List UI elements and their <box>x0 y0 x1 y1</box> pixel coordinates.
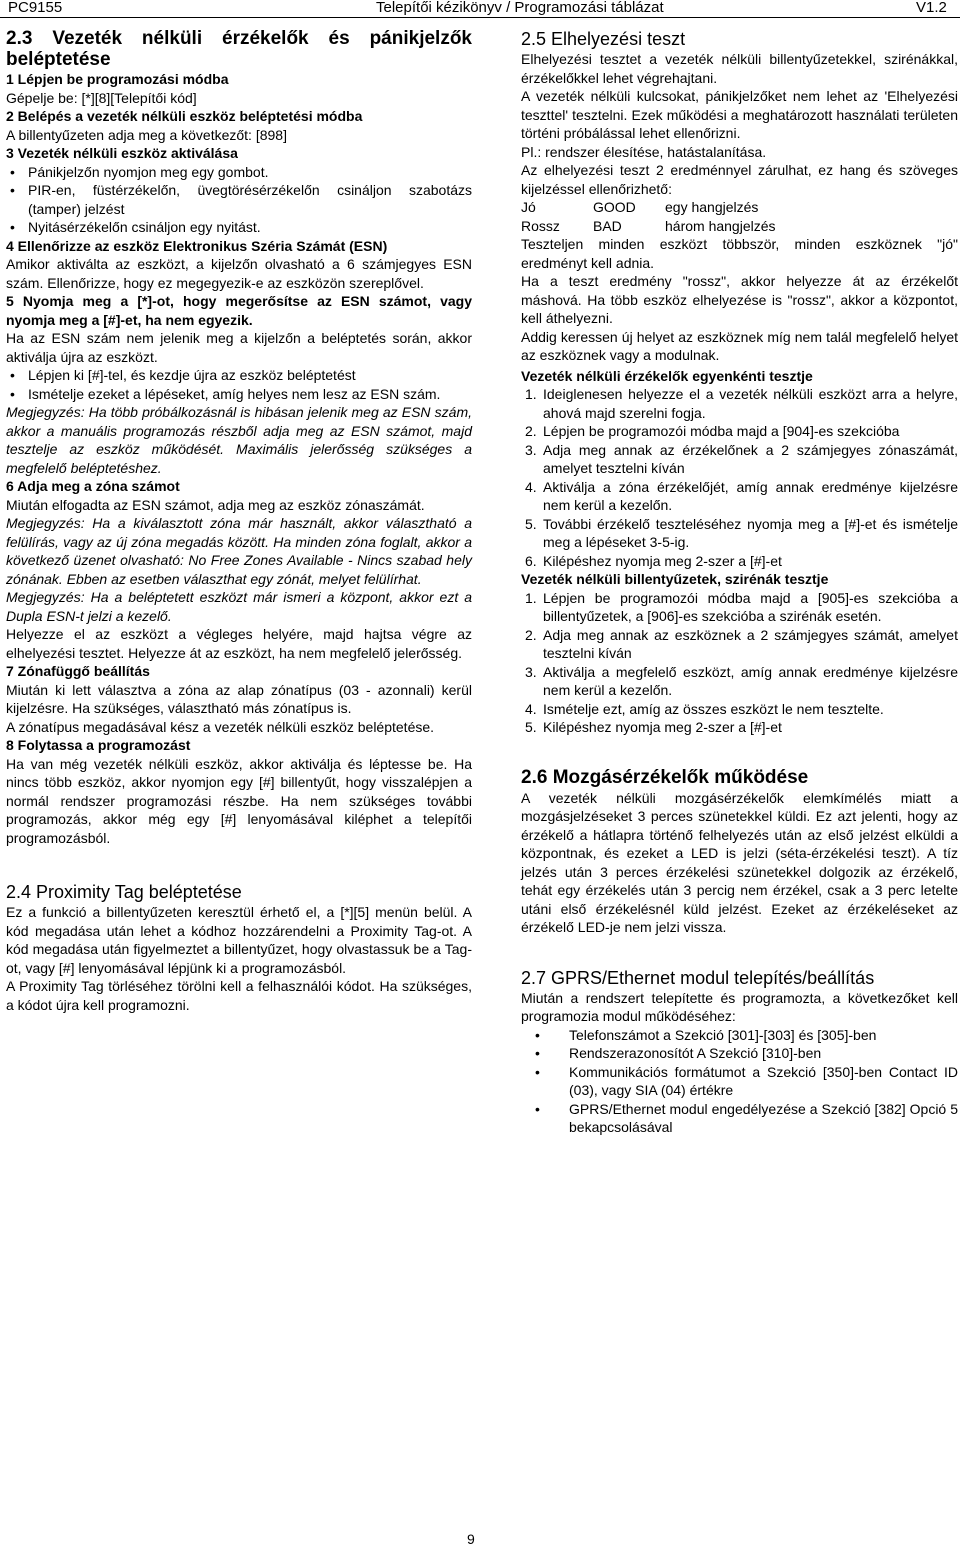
s26-text: A vezeték nélküli mozgásérzékelők elemkímélés miatt a mozgásjelzéseket 3 perces szünetekkel küldi. Ez azt jelenti, hogy az érzékelő a hátlapra történő felhelyezés után az első jelzést elküldi a központnak, és ezeket a LED is jelzi (séta-érzékelési teszt). A tíz jelzés után 3 perces érzékelési szünetekkel dolgozik az érzékelő, tehát egy érzékelés után 3 percig nem érzékel, csak a 3 perc letelte utáni első érzékelésnél küld jelzést. Ezeket az érzékeléseket az érzékelő LED-je nem jelzi vissza. <box>521 789 958 935</box>
step3-title: 3 Vezeték nélküli eszköz aktiválása <box>6 145 238 161</box>
table-cell: egy hangjelzés <box>665 199 759 215</box>
step6-note2: Megjegyzés: Ha a beléptetett eszközt már ismeri a központ, akkor ezt a Dupla ESN-t jelzi a kezelő. <box>6 589 472 624</box>
list-item: • PIR-en, füstérzékelőn, üvegtörésérzékelőn csináljon szabotázs (tamper) jelzést <box>6 181 472 218</box>
section-2-3-title: 2.3 Vezeték nélküli érzékelők és pánikjelzők beléptetése <box>6 28 472 70</box>
table-cell: BAD <box>593 217 622 234</box>
step6-text2: Helyezze el az eszközt a végleges helyére, majd hajtsa végre az elhelyezési tesztet. Helyezze át az eszközt, ha nem megfelelő jelerősség. <box>6 626 472 661</box>
s25-p2: A vezeték nélküli kulcsokat, pánikjelzőket nem lehet az 'Elhelyezési teszttel' tesztelni. Ezek működési a meghatározott használati területen történi próbálással lehet ellenőrizni. <box>521 88 958 141</box>
step5-note: Megjegyzés: Ha több próbálkozásnál is hibásan jelenik meg az ESN szám, akkor a manuális programozás részből adja meg az ESN számot, majd tesztelje az eszköz működését. Maximális jelerősség szükséges a megfelelő beléptetéshez. <box>6 404 472 476</box>
list-item: 4. Aktiválja a zóna érzékelőjét, amíg annak eredménye kijelzésre nem kerül a kezelőn. <box>525 478 958 513</box>
list-item: • Ismételje ezeket a lépéseket, amíg helyes nem lesz az ESN szám. <box>6 385 472 404</box>
step1-text: Gépelje be: [*][8][Telepítői kód] <box>6 89 197 106</box>
list-item: 2. Lépjen be programozói módba majd a [904]-es szekcióba <box>525 423 900 439</box>
list-item: 5. Kilépéshez nyomja meg 2-szer a [#]-et <box>525 719 782 735</box>
table-cell: Jó <box>521 199 536 215</box>
list-item: • Lépjen ki [#]-tel, és kezdje újra az eszköz beléptetést <box>6 366 472 385</box>
page-header <box>0 0 960 16</box>
list-item: • Telefonszámot a Szekció [301]-[303] és [305]-ben <box>521 1026 958 1045</box>
step6-note1: Megjegyzés: Ha a kiválasztott zóna már használt, akkor választható a felülírás, vagy az új zóna megadás között. Ha minden zóna foglalt, akkor a következő üzenet olvasható: No Free Zones Available - Nincs szabad hely zónának. Ebben az esetben választhat egy zónát, melyet felülírhat. <box>6 515 472 587</box>
list-item: • Rendszerazonosítót A Szekció [310]-ben <box>521 1044 958 1063</box>
list-item: 3. Aktiválja a megfelelő eszközt, amíg annak eredménye kijelzésre nem kerül a kezelőn. <box>525 663 958 698</box>
list-item: 3. Adja meg annak az érzékelőnek a 2 számjegyes zónaszámát, amelyet tesztelni kíván <box>525 441 958 476</box>
page-number: 9 <box>467 1531 475 1547</box>
sensor-test-steps <box>521 385 958 570</box>
header-divider <box>0 17 960 18</box>
test-result-table <box>521 198 958 235</box>
table-cell: GOOD <box>593 199 636 215</box>
section-2-7-title: 2.7 GPRS/Ethernet modul telepítés/beállítás <box>521 967 875 988</box>
header-version: V1.2 <box>916 0 947 16</box>
step5-text: Ha az ESN szám nem jelenik meg a kijelzőn a beléptetés során, akkor aktiválja újra az eszközt. <box>6 330 472 365</box>
step1-title: 1 Lépjen be programozási módba <box>6 71 229 87</box>
right-column <box>521 28 958 1137</box>
s27-text: Miután a rendszert telepítette és programozta, a következőket kell programozia modul működéséhez: <box>521 989 958 1024</box>
step7-text2: A zónatípus megadásával kész a vezeték nélküli eszköz beléptetése. <box>6 718 435 735</box>
list-item: 1. Lépjen be programozói módba majd a [905]-es szekcióba a billentyűzetek, a [906]-es szekcióba a szirénák esetén. <box>525 589 958 624</box>
step8-title: 8 Folytassa a programozást <box>6 737 191 753</box>
step6-text: Miután elfogadta az ESN számot, adja meg az eszköz zónaszámát. <box>6 496 425 513</box>
step4-text: Amikor aktiválta az eszközt, a kijelzőn olvasható a 6 számjegyes ESN szám. Ellenőrizze, hogy ez megegyezik-e az eszközön szereplővel. <box>6 256 472 291</box>
step3-list <box>6 163 472 237</box>
s25-p1: Elhelyezési tesztet a vezeték nélküli billentyűzetekkel, szirénákkal, érzékelőkkel lehet végrehajtani. <box>521 51 958 86</box>
section-2-4-text1: Ez a funkció a billentyűzeten keresztül érhető el, a [*][5] menün belül. A kód megadása után lehet a kódhoz hozzárendelni a Proximity Tag-ot. A kód megadása után figyelmeztet a billentyűzet, hogy olvastassuk be a Tag-ot, vagy [#] lenyomásával lépjünk ki a programozásból. <box>6 904 472 976</box>
s25-p7: Addig keressen új helyet az eszköznek míg nem talál megfelelő helyet az eszköznek vagy a modulnak. <box>521 328 958 363</box>
list-item: 6. Kilépéshez nyomja meg 2-szer a [#]-et <box>525 552 782 569</box>
step5-list <box>6 366 472 403</box>
table-cell: három hangjelzés <box>665 217 776 234</box>
keypad-siren-test-steps <box>521 589 958 737</box>
step5-title: 5 Nyomja meg a [*]-ot, hogy megerősítse az ESN számot, vagy nyomja meg a [#]-et, ha nem egyezik. <box>6 293 472 328</box>
step6-title: 6 Adja meg a zóna számot <box>6 478 180 494</box>
list-item: • GPRS/Ethernet modul engedélyezése a Szekció [382] Opció 5 bekapcsolásával <box>521 1100 958 1137</box>
s25-p3: Pl.: rendszer élesítése, hatástalanítása. <box>521 143 767 160</box>
s25-p4: Az elhelyezési teszt 2 eredménnyel zárulhat, ez hang és szöveges kijelzéssel ellenőrizhető: <box>521 162 958 197</box>
step7-title: 7 Zónafüggő beállítás <box>6 663 150 679</box>
subsection-keypad-siren-test-title: Vezeték nélküli billentyűzetek, szirénák tesztje <box>521 571 829 587</box>
left-column <box>6 28 472 1014</box>
step8-text: Ha van még vezeték nélküli eszköz, akkor aktiválja és léptesse be. Ha nincs több eszköz, akkor nyomjon egy [#] billentyűt, hogy visszalépjen a normál rendszer programozási részbe. Ha nem szükséges további programozás, akkor még egy [#] lenyomásával kiléphet a telepítői programozásból. <box>6 755 472 846</box>
subsection-sensor-test-title: Vezeték nélküli érzékelők egyenkénti tesztje <box>521 367 813 384</box>
list-item: • Nyitásérzékelőn csináljon egy nyitást. <box>6 218 472 237</box>
section-2-4-text2: A Proximity Tag törléséhez törölni kell a felhasználói kódot. Ha szükséges, a kódot újra kell programozni. <box>6 978 472 1013</box>
list-item: 2. Adja meg annak az eszköznek a 2 számjegyes számát, amelyet tesztelni kíván <box>525 626 958 661</box>
step2-title: 2 Belépés a vezeték nélküli eszköz beléptetési módba <box>6 108 363 124</box>
s27-list <box>521 1026 958 1137</box>
s25-p5: Teszteljen minden eszközt többször, minden eszköznek "jó" eredményt kell adnia. <box>521 236 958 271</box>
list-item: 4. Ismételje ezt, amíg az összes eszközt le nem tesztelte. <box>525 700 884 717</box>
list-item: • Pánikjelzőn nyomjon meg egy gombot. <box>6 163 472 182</box>
list-item: • Kommunikációs formátumot a Szekció [350]-ben Contact ID (03), vagy SIA (04) értékre <box>521 1063 958 1100</box>
section-2-5-title: 2.5 Elhelyezési teszt <box>521 29 686 49</box>
step2-text: A billentyűzeten adja meg a következőt: [898] <box>6 126 287 143</box>
table-cell: Rossz <box>521 217 560 234</box>
list-item: 5. További érzékelő teszteléséhez nyomja meg a [#]-et és ismételje meg a lépéseket 3-5-ig. <box>525 515 958 550</box>
s25-p6: Ha a teszt eredmény "rossz", akkor helyezze át az érzékelőt máshová. Ha több eszköz elhelyezése is "rossz", akkor a központot, kell áthelyezni. <box>521 273 958 326</box>
section-2-4-title: 2.4 Proximity Tag beléptetése <box>6 882 242 902</box>
section-2-6-title: 2.6 Mozgásérzékelők működése <box>521 766 809 788</box>
step7-text1: Miután ki lett választva a zóna az alap zónatípus (03 - azonnali) kerül kijelzésre. Ha szükséges, választható más zónatípus is. <box>6 681 472 716</box>
step4-title: 4 Ellenőrizze az eszköz Elektronikus Széria Számát (ESN) <box>6 237 388 254</box>
header-title: Telepítői kézikönyv / Programozási táblázat <box>376 0 664 16</box>
list-item: 1. Ideiglenesen helyezze el a vezeték nélküli eszközt arra a helyre, ahová majd szerelni fogja. <box>525 386 958 421</box>
header-product: PC9155 <box>8 0 63 16</box>
